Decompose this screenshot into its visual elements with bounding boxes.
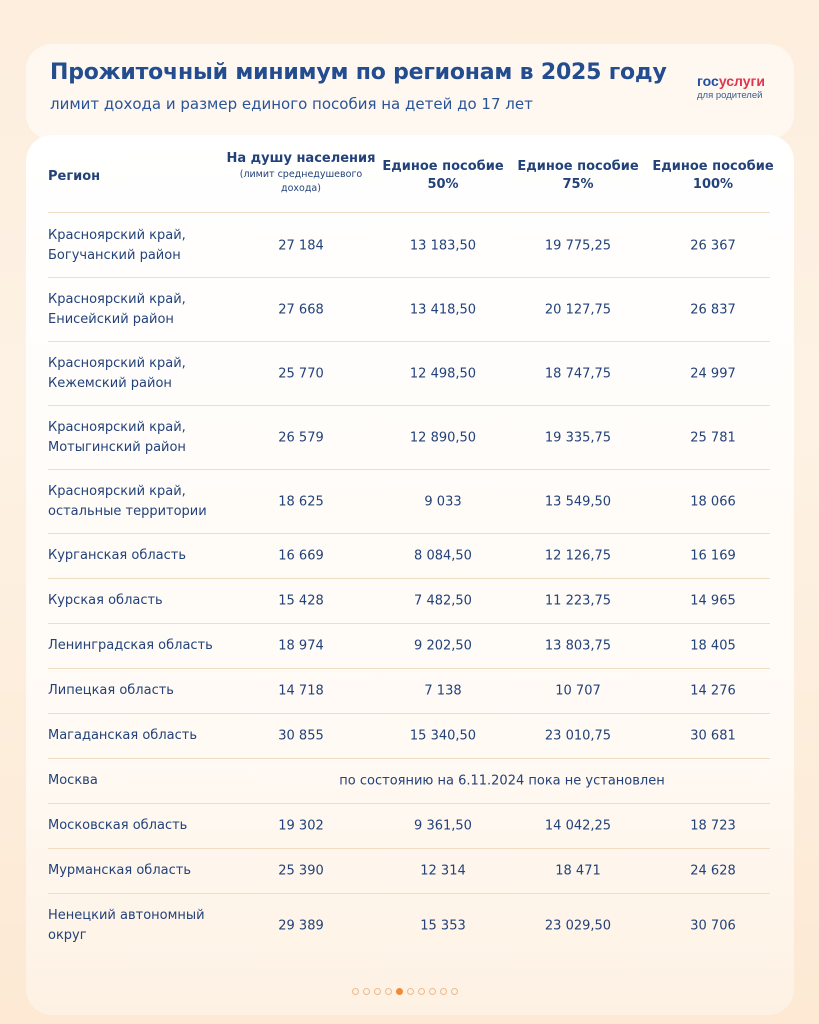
cell-benefit-75: 13 549,50 <box>544 494 612 509</box>
logo-part-uslugi: услуги <box>718 73 765 89</box>
cell-benefit-50: 15 353 <box>420 918 466 934</box>
header-card <box>26 44 794 140</box>
cell-benefit-100: 14 276 <box>690 683 736 699</box>
cell-note: по состоянию на 6.11.2024 пока не установлен <box>339 773 665 789</box>
cell-per-capita: 25 770 <box>278 366 324 381</box>
cell-region: Красноярский край, остальные территории <box>48 483 207 519</box>
cell-region: Красноярский край, Богучанский район <box>48 227 186 263</box>
cell-region: Красноярский край, Мотыгинский район <box>48 419 186 455</box>
cell-benefit-50: 9 033 <box>424 494 462 509</box>
logo-part-gos: гос <box>697 73 719 89</box>
cell-per-capita: 18 625 <box>278 494 324 509</box>
cell-benefit-100: 30 681 <box>690 728 736 744</box>
cell-benefit-50: 7 138 <box>424 683 462 699</box>
pagination-dot-active[interactable] <box>396 988 403 995</box>
header-benefit-50-line2: 50% <box>427 177 459 192</box>
pagination-dot[interactable] <box>429 988 436 995</box>
table-row <box>48 278 770 342</box>
cell-per-capita: 27 184 <box>278 238 324 253</box>
cell-benefit-75: 18 471 <box>555 863 601 879</box>
pagination-dot[interactable] <box>352 988 359 995</box>
cell-per-capita: 26 579 <box>278 430 324 445</box>
header-benefit-100 <box>648 158 778 194</box>
cell-region: Ненецкий автономный округ <box>48 908 205 943</box>
table-row <box>48 804 770 849</box>
header-region: Регион <box>48 169 101 184</box>
page-subtitle: лимит дохода и размер единого пособия на детей до 17 лет <box>50 95 533 113</box>
cell-benefit-100: 18 066 <box>690 494 736 509</box>
cell-per-capita: 29 389 <box>278 918 324 934</box>
cell-region: Курганская область <box>48 548 187 563</box>
logo-subtitle: для родителей <box>697 90 763 101</box>
cell-benefit-75: 10 707 <box>555 683 601 699</box>
table-row <box>48 406 770 470</box>
pagination-dot[interactable] <box>440 988 447 995</box>
table-header <box>48 150 774 213</box>
cell-per-capita: 30 855 <box>278 728 324 744</box>
cell-region: Липецкая область <box>48 683 174 698</box>
cell-benefit-75: 14 042,25 <box>544 818 612 834</box>
page-title: Прожиточный минимум по регионам в 2025 году <box>50 60 667 85</box>
cell-benefit-75: 20 127,75 <box>544 302 612 317</box>
header-benefit-50 <box>378 158 508 194</box>
table-row <box>48 214 770 278</box>
cell-per-capita: 25 390 <box>278 863 324 879</box>
cell-benefit-100: 25 781 <box>690 430 736 445</box>
table-row <box>48 894 770 958</box>
cell-region: Мурманская область <box>48 863 191 878</box>
cell-benefit-100: 14 965 <box>690 593 736 609</box>
pagination-dot[interactable] <box>385 988 392 995</box>
cell-benefit-50: 13 418,50 <box>409 302 477 317</box>
header-benefit-100-line1: Единое пособие <box>652 159 774 174</box>
cell-benefit-75: 13 803,75 <box>544 638 612 654</box>
pagination-dot[interactable] <box>363 988 370 995</box>
header-per-capita <box>226 150 376 196</box>
table-row <box>48 579 770 624</box>
cell-region: Красноярский край, Енисейский район <box>48 291 186 327</box>
table-row <box>48 849 770 894</box>
cell-benefit-100: 24 628 <box>690 863 736 879</box>
cell-benefit-100: 24 997 <box>690 366 736 381</box>
cell-benefit-75: 18 747,75 <box>544 366 612 381</box>
cell-region: Курская область <box>48 593 163 608</box>
cell-benefit-50: 15 340,50 <box>409 728 477 744</box>
pagination-dot[interactable] <box>451 988 458 995</box>
cell-benefit-50: 9 361,50 <box>414 818 472 834</box>
table-row <box>48 624 770 669</box>
pagination-dots <box>352 988 458 998</box>
cell-per-capita: 16 669 <box>278 548 324 564</box>
cell-per-capita: 27 668 <box>278 302 324 317</box>
header-per-capita-label: На душу населения <box>226 151 376 166</box>
table-row <box>48 342 770 406</box>
cell-benefit-75: 19 335,75 <box>544 430 612 445</box>
table-row <box>48 714 770 759</box>
cell-benefit-50: 13 183,50 <box>409 238 477 253</box>
cell-region: Московская область <box>48 818 188 833</box>
header-benefit-75-line2: 75% <box>562 177 594 192</box>
gosuslugi-logo <box>697 74 787 101</box>
pagination-dot[interactable] <box>418 988 425 995</box>
cell-benefit-75: 12 126,75 <box>544 548 612 564</box>
cell-benefit-50: 7 482,50 <box>414 593 472 609</box>
cell-benefit-100: 26 837 <box>690 302 736 317</box>
cell-benefit-50: 12 498,50 <box>409 366 477 381</box>
cell-benefit-75: 23 029,50 <box>544 918 612 934</box>
table-row <box>48 470 770 534</box>
header-benefit-50-line1: Единое пособие <box>382 159 504 174</box>
cell-benefit-50: 12 314 <box>420 863 466 879</box>
cell-benefit-100: 16 169 <box>690 548 736 564</box>
cell-per-capita: 15 428 <box>278 593 324 609</box>
cell-benefit-100: 26 367 <box>690 238 736 253</box>
cell-benefit-100: 18 405 <box>690 638 736 654</box>
cell-region: Магаданская область <box>48 728 197 743</box>
cell-benefit-100: 30 706 <box>690 918 736 934</box>
header-benefit-75 <box>512 158 644 194</box>
cell-region: Красноярский край, Кежемский район <box>48 355 186 391</box>
cell-region: Москва <box>48 773 98 788</box>
cell-benefit-50: 8 084,50 <box>414 548 472 564</box>
cell-benefit-75: 19 775,25 <box>544 238 612 253</box>
pagination-dot[interactable] <box>374 988 381 995</box>
cell-per-capita: 14 718 <box>278 683 324 699</box>
cell-benefit-50: 9 202,50 <box>414 638 472 654</box>
table-row <box>48 759 770 804</box>
cell-benefit-100: 18 723 <box>690 818 736 834</box>
cell-benefit-75: 23 010,75 <box>544 728 612 744</box>
cell-benefit-50: 12 890,50 <box>409 430 477 445</box>
header-benefit-100-line2: 100% <box>692 177 734 192</box>
pagination-dot[interactable] <box>407 988 414 995</box>
header-benefit-75-line1: Единое пособие <box>517 159 639 174</box>
header-per-capita-note: (лимит среднедушевого дохода) <box>239 169 363 194</box>
table-row <box>48 669 770 714</box>
cell-region: Ленинградская область <box>48 638 213 653</box>
cell-per-capita: 18 974 <box>278 638 324 654</box>
cell-benefit-75: 11 223,75 <box>544 593 612 609</box>
cell-per-capita: 19 302 <box>278 818 324 834</box>
table-row <box>48 534 770 579</box>
